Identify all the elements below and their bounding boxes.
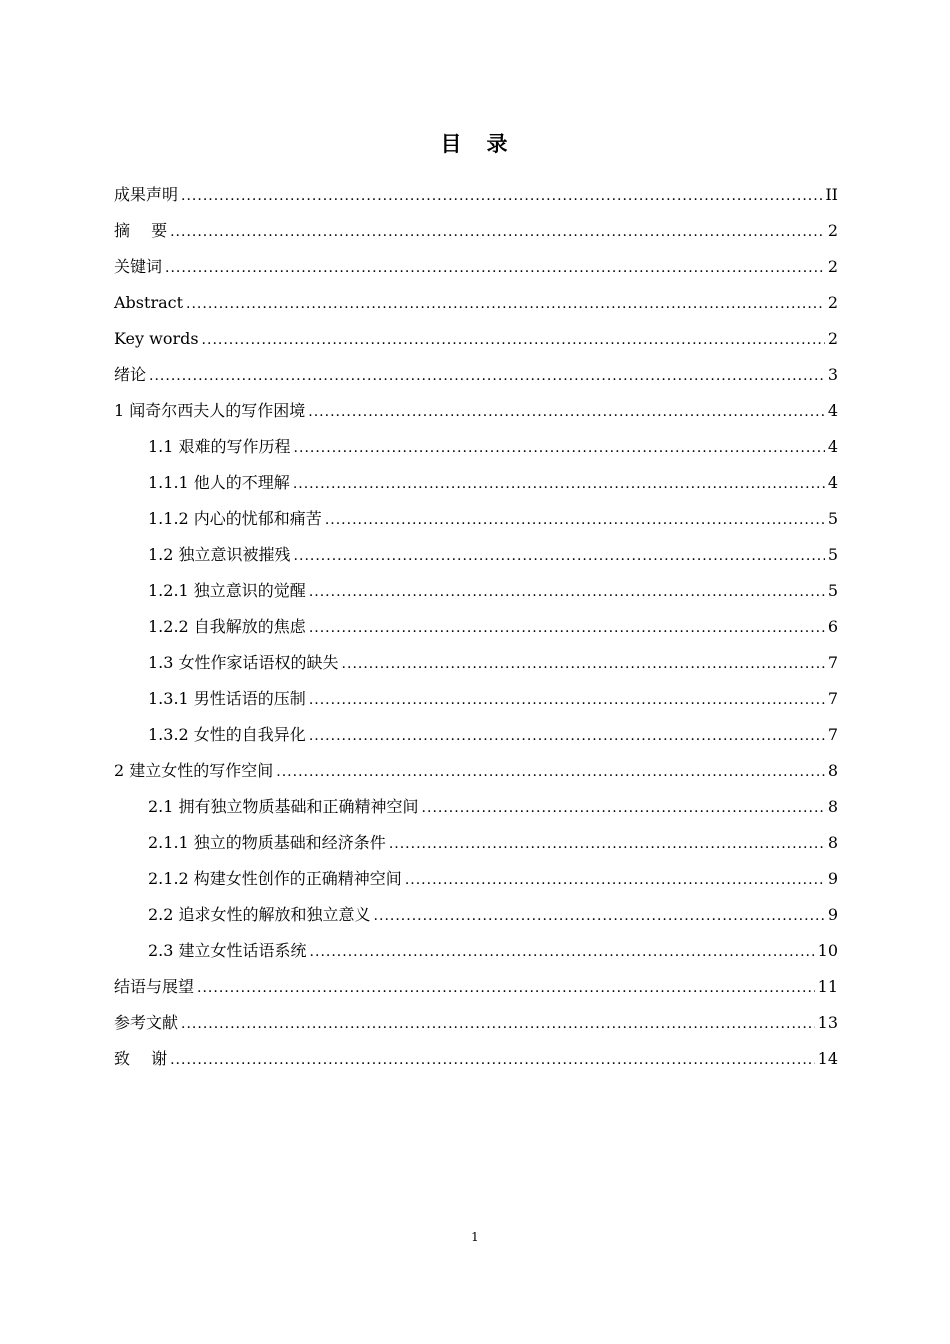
toc-entry[interactable] xyxy=(114,177,838,213)
toc-entry[interactable] xyxy=(114,645,838,681)
dot-leader xyxy=(276,754,825,790)
toc-entry-page: 7 xyxy=(827,653,838,672)
dot-leader xyxy=(197,970,815,1006)
toc-entry-page: 2 xyxy=(827,293,838,312)
toc-entry-label: 1.2.2 自我解放的焦虑 xyxy=(148,617,306,636)
toc-entry-page: 5 xyxy=(827,509,838,528)
toc-entry-page: 4 xyxy=(827,437,838,456)
dot-leader xyxy=(165,250,825,286)
dot-leader xyxy=(342,646,825,682)
toc-entry-label: 1.1.2 内心的忧郁和痛苦 xyxy=(148,509,322,528)
toc-entry-label: 2.3 建立女性话语系统 xyxy=(148,941,307,960)
toc-entry-label: 关键词 xyxy=(114,257,163,276)
toc-entry-label: 绪论 xyxy=(114,365,147,384)
toc-entry-page: 3 xyxy=(827,365,838,384)
toc-entry-page: 9 xyxy=(827,905,838,924)
toc-entry[interactable] xyxy=(114,897,838,933)
toc-entry-label: 1.3.1 男性话语的压制 xyxy=(148,689,306,708)
dot-leader xyxy=(309,610,825,646)
toc-entry-label: 1.2 独立意识被摧残 xyxy=(148,545,291,564)
dot-leader xyxy=(405,862,825,898)
toc-entry[interactable] xyxy=(114,609,838,645)
toc-entry-label: 1.1 艰难的写作历程 xyxy=(148,437,291,456)
dot-leader xyxy=(310,934,815,970)
toc-entry-page: 10 xyxy=(817,941,838,960)
toc-entry-label: 2.1 拥有独立物质基础和正确精神空间 xyxy=(148,797,419,816)
dot-leader xyxy=(170,214,825,250)
toc-list xyxy=(114,177,838,1077)
toc-entry[interactable] xyxy=(114,1041,838,1077)
toc-entry-page: II xyxy=(825,185,838,204)
toc-entry-label: Key words xyxy=(114,329,199,348)
toc-entry[interactable] xyxy=(114,753,838,789)
toc-entry[interactable] xyxy=(114,285,838,321)
dot-leader xyxy=(309,682,825,718)
dot-leader xyxy=(308,394,825,430)
dot-leader xyxy=(181,1006,815,1042)
toc-entry-page: 7 xyxy=(827,725,838,744)
toc-entry-label: 摘 要 xyxy=(114,221,168,240)
toc-entry-page: 2 xyxy=(827,257,838,276)
toc-entry[interactable] xyxy=(114,249,838,285)
toc-entry-label: 致 谢 xyxy=(114,1049,168,1068)
toc-entry-label: 1 闻奇尔西夫人的写作困境 xyxy=(114,401,306,420)
toc-entry-label: 1.3.2 女性的自我异化 xyxy=(148,725,306,744)
toc-entry-label: 1.3 女性作家话语权的缺失 xyxy=(148,653,339,672)
toc-entry-page: 2 xyxy=(827,221,838,240)
toc-entry-label: 1.1.1 他人的不理解 xyxy=(148,473,290,492)
toc-entry-label: 2.1.2 构建女性创作的正确精神空间 xyxy=(148,869,402,888)
dot-leader xyxy=(309,718,825,754)
toc-title: 目 录 xyxy=(440,131,510,156)
toc-entry-page: 9 xyxy=(827,869,838,888)
toc-entry[interactable] xyxy=(114,393,838,429)
dot-leader xyxy=(294,430,825,466)
toc-entry-page: 5 xyxy=(827,581,838,600)
toc-entry[interactable] xyxy=(114,933,838,969)
toc-entry[interactable] xyxy=(114,465,838,501)
toc-entry[interactable] xyxy=(114,357,838,393)
toc-entry-page: 5 xyxy=(827,545,838,564)
toc-entry-page: 14 xyxy=(817,1049,838,1068)
toc-entry[interactable] xyxy=(114,969,838,1005)
toc-entry-page: 8 xyxy=(827,833,838,852)
dot-leader xyxy=(422,790,825,826)
toc-entry[interactable] xyxy=(114,213,838,249)
dot-leader xyxy=(309,574,825,610)
toc-entry-label: 结语与展望 xyxy=(114,977,195,996)
toc-entry[interactable] xyxy=(114,1005,838,1041)
toc-entry-page: 13 xyxy=(817,1013,838,1032)
toc-entry-label: Abstract xyxy=(114,293,184,312)
toc-entry-label: 成果声明 xyxy=(114,185,179,204)
toc-entry-label: 2.1.1 独立的物质基础和经济条件 xyxy=(148,833,386,852)
dot-leader xyxy=(389,826,825,862)
dot-leader xyxy=(186,286,825,322)
toc-entry-label: 2 建立女性的写作空间 xyxy=(114,761,274,780)
toc-entry[interactable] xyxy=(114,573,838,609)
toc-entry-page: 4 xyxy=(827,401,838,420)
toc-entry-page: 8 xyxy=(827,797,838,816)
toc-entry[interactable] xyxy=(114,537,838,573)
dot-leader xyxy=(202,322,825,358)
dot-leader xyxy=(293,466,825,502)
toc-entry-page: 4 xyxy=(827,473,838,492)
toc-entry-page: 6 xyxy=(827,617,838,636)
toc-entry[interactable] xyxy=(114,717,838,753)
toc-entry-label: 2.2 追求女性的解放和独立意义 xyxy=(148,905,371,924)
toc-entry-page: 11 xyxy=(817,977,838,996)
toc-entry[interactable] xyxy=(114,861,838,897)
toc-entry-page: 8 xyxy=(827,761,838,780)
toc-entry-page: 2 xyxy=(827,329,838,348)
toc-entry-label: 参考文献 xyxy=(114,1013,179,1032)
dot-leader xyxy=(149,358,825,394)
dot-leader xyxy=(374,898,825,934)
toc-entry[interactable] xyxy=(114,681,838,717)
toc-entry[interactable] xyxy=(114,825,838,861)
toc-entry[interactable] xyxy=(114,789,838,825)
dot-leader xyxy=(170,1042,815,1078)
dot-leader xyxy=(325,502,825,538)
toc-entry[interactable] xyxy=(114,501,838,537)
toc-entry[interactable] xyxy=(114,429,838,465)
toc-entry-page: 7 xyxy=(827,689,838,708)
footer-page-number: 1 xyxy=(471,1230,479,1244)
dot-leader xyxy=(181,178,822,214)
toc-entry-label: 1.2.1 独立意识的觉醒 xyxy=(148,581,306,600)
toc-entry[interactable] xyxy=(114,321,838,357)
dot-leader xyxy=(294,538,825,574)
